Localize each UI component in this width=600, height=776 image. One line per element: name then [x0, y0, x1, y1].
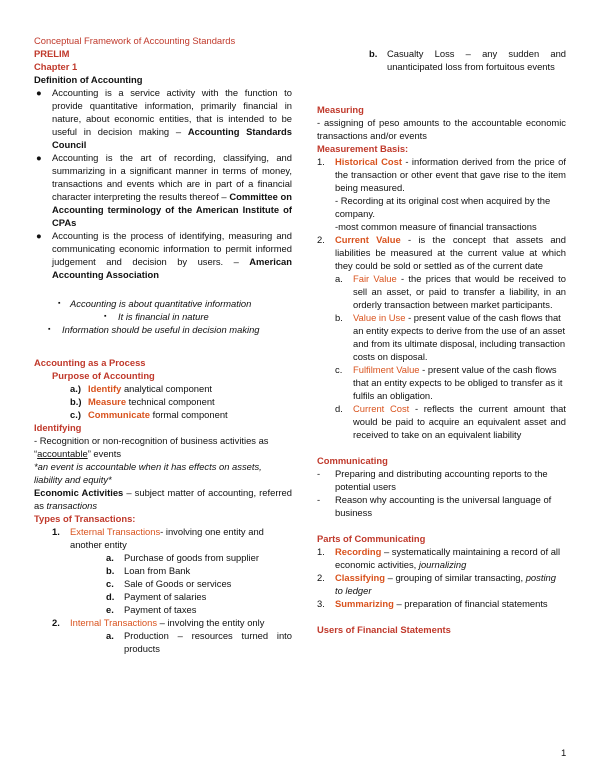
note-text: It is financial in nature	[118, 311, 209, 322]
list-item	[106, 551, 292, 564]
right-column	[317, 47, 566, 636]
list-item-text: Production – resources turned into products	[124, 630, 292, 654]
identifying-text-post: ” events	[87, 448, 122, 459]
square-bullet-icon: ▪	[58, 300, 61, 307]
list-item	[106, 577, 292, 590]
definition-text: Accounting is a service activity with the function to provide quantitative information, primarily financial in nature, about economic entities, that is intended to be useful in decision making –	[52, 87, 292, 137]
list-number: 3.	[317, 598, 325, 609]
dash-marker: -	[317, 468, 321, 479]
list-letter: b.	[369, 48, 378, 59]
historical-cost-desc: - information derived from the price of the transaction or other event that gave rise to the item being measured.	[335, 156, 567, 193]
list-item-text: Payment of taxes	[124, 604, 197, 615]
bullet-icon: ●	[36, 87, 42, 98]
list-letter: b.	[106, 565, 115, 576]
definition-source: Committee on Accounting terminology of the American Institute of CPAs	[52, 191, 292, 228]
value-term: Fair Value	[353, 273, 397, 284]
list-item-text: Sale of Goods or services	[124, 578, 232, 589]
note-item-2	[34, 310, 292, 323]
identifying-text-pre: - Recognition or non-recognition of business activities as “	[34, 435, 269, 459]
historical-cost-item	[317, 155, 566, 194]
purpose-term: Identify	[88, 383, 122, 394]
list-letter: c.	[106, 578, 114, 589]
list-number: c.)	[70, 409, 81, 420]
page-number: 1	[561, 748, 567, 759]
part-term: Recording	[335, 546, 382, 557]
chapter-label: Chapter 1	[34, 61, 78, 72]
economic-italic: transactions	[46, 500, 98, 511]
list-letter: d.	[106, 591, 115, 602]
list-item	[317, 545, 566, 571]
list-letter: a.	[106, 630, 114, 641]
list-item	[106, 590, 292, 603]
doc-title: Conceptual Framework of Accounting Standards	[34, 35, 236, 46]
definition-text: Accounting is the process of identifying, measuring and communicating economic information to permit informed judgement and decision by users. –	[52, 230, 292, 267]
purpose-item	[70, 395, 292, 408]
identifying-text	[34, 434, 292, 460]
list-number: 2.	[317, 234, 325, 245]
external-transactions	[34, 525, 292, 551]
basis-heading: Measurement Basis:	[317, 143, 409, 154]
list-item-text: Payment of salaries	[124, 591, 207, 602]
internal-transactions	[34, 616, 292, 629]
left-column	[34, 34, 292, 655]
list-number: 2.	[52, 617, 60, 628]
list-item	[335, 363, 566, 402]
external-desc: - involving one entity and another entity	[70, 526, 264, 550]
internal-desc: – involving the entity only	[159, 617, 265, 628]
parts-heading: Parts of Communicating	[317, 533, 426, 544]
definition-item-2	[34, 151, 292, 229]
historical-cost-note-1: - Recording at its original cost when acquired by the company.	[335, 195, 551, 219]
economic-activities	[34, 486, 292, 512]
definition-text: Accounting is the art of recording, classifying, and summarizing in a significant manner in terms of money, transactions and events which are in part of a financial character interpreting the results thereof –	[52, 152, 292, 202]
internal-term: Internal Transactions	[70, 617, 158, 628]
part-italic: posting to ledger	[335, 572, 556, 596]
list-number: 1.	[317, 156, 325, 167]
external-term: External Transactions	[70, 526, 161, 537]
list-item	[106, 603, 292, 616]
identifying-note: *an event is accountable when it has effects on assets, liability and equity*	[34, 461, 262, 485]
list-item-text: Reason why accounting is the universal language of business	[335, 494, 552, 518]
list-letter: e.	[106, 604, 114, 615]
part-term: Classifying	[335, 572, 386, 583]
square-bullet-icon: ▪	[104, 313, 107, 320]
value-term: Value in Use	[353, 312, 406, 323]
list-item-text: Preparing and distributing accounting reports to the potential users	[335, 468, 548, 492]
bullet-icon: ●	[36, 230, 42, 241]
list-letter: a.	[106, 552, 114, 563]
value-desc: - reflects the current amount that would be paid to acquire an equivalent asset and received to take on an equivalent liability	[353, 403, 566, 440]
purpose-heading: Purpose of Accounting	[52, 370, 155, 381]
definition-item-3	[34, 229, 292, 281]
value-term: Current Cost	[353, 403, 410, 414]
economic-term: Economic Activities	[34, 487, 124, 498]
list-number: b.)	[70, 396, 82, 407]
purpose-desc: formal component	[152, 409, 228, 420]
list-item	[335, 311, 566, 363]
types-heading: Types of Transactions:	[34, 513, 136, 524]
value-desc: - the prices that would be received to sell an asset, or paid to transfer a liability, in an orderly transaction between market participants.	[353, 273, 567, 310]
process-heading: Accounting as a Process	[34, 357, 146, 368]
definition-heading: Definition of Accounting	[34, 74, 143, 85]
note-text: Accounting is about quantitative information	[70, 298, 252, 309]
part-desc: – systematically maintaining a record of all economic activities,	[335, 546, 561, 570]
current-value-item	[317, 233, 566, 272]
current-value-desc: - is the concept that assets and liabilities be measured at the current value at which they could be sold or settled as of the current date	[335, 234, 566, 271]
purpose-desc: analytical component	[123, 383, 213, 394]
purpose-item	[70, 408, 292, 421]
communicating-heading: Communicating	[317, 455, 388, 466]
list-item-text: Casualty Loss – any sudden and unanticipated loss from fortuitous events	[387, 48, 566, 72]
value-term: Fulfilment Value	[353, 364, 420, 375]
part-desc: – preparation of financial statements	[396, 598, 548, 609]
list-item	[317, 493, 566, 519]
list-letter: b.	[335, 312, 343, 323]
purpose-desc: technical component	[128, 396, 215, 407]
note-item-1	[34, 297, 292, 310]
term-label: PRELIM	[34, 48, 70, 59]
purpose-term: Communicate	[88, 409, 150, 420]
list-item-text: Loan from Bank	[124, 565, 191, 576]
note-text: Information should be useful in decision making	[62, 324, 260, 335]
continued-list-item	[317, 47, 566, 73]
historical-cost-note-2: -most common measure of financial transactions	[335, 221, 537, 232]
part-desc: – grouping of similar transacting,	[387, 572, 524, 583]
purpose-list	[34, 382, 292, 421]
list-number: 1.	[52, 526, 60, 537]
square-bullet-icon: ▪	[48, 326, 51, 333]
list-number: a.)	[70, 383, 81, 394]
list-letter: c.	[335, 364, 343, 375]
part-term: Summarizing	[335, 598, 394, 609]
part-italic: journalizing	[418, 559, 467, 570]
users-heading: Users of Financial Statements	[317, 624, 451, 635]
value-desc: - present value of the cash flows that an entity expects to be obliged to transfer as it fulfils an obligation.	[353, 364, 563, 401]
list-item	[335, 272, 566, 311]
definition-item-1	[34, 86, 292, 151]
list-letter: a.	[335, 273, 343, 284]
measuring-heading: Measuring	[317, 104, 364, 115]
economic-text: – subject matter of accounting, referred as	[34, 487, 292, 511]
external-list	[34, 551, 292, 616]
identifying-heading: Identifying	[34, 422, 82, 433]
purpose-item	[70, 382, 292, 395]
identifying-text-underlined: accountable	[37, 448, 88, 459]
list-item	[106, 564, 292, 577]
historical-cost-term: Historical Cost	[335, 156, 402, 167]
list-item	[317, 467, 566, 493]
current-value-list	[317, 272, 566, 441]
dash-marker: -	[317, 494, 321, 505]
list-item	[317, 597, 566, 610]
list-item	[335, 402, 566, 441]
list-number: 2.	[317, 572, 325, 583]
list-letter: d.	[335, 403, 343, 414]
list-item	[317, 571, 566, 597]
purpose-term: Measure	[88, 396, 127, 407]
definition-source: Accounting Standards Council	[52, 126, 292, 150]
definition-source: American Accounting Association	[52, 256, 292, 280]
bullet-icon: ●	[36, 152, 42, 163]
current-value-term: Current Value	[335, 234, 401, 245]
measuring-text: - assigning of peso amounts to the accountable economic transactions and/or events	[317, 117, 566, 141]
internal-list	[34, 629, 292, 655]
value-desc: - present value of the cash flows that an entity expects to derive from the use of an asset and from its ultimate disposal, including transaction costs on disposal.	[353, 312, 566, 362]
note-item-3	[34, 323, 292, 336]
list-number: 1.	[317, 546, 325, 557]
list-item	[106, 629, 292, 655]
list-item-text: Purchase of goods from supplier	[124, 552, 259, 563]
